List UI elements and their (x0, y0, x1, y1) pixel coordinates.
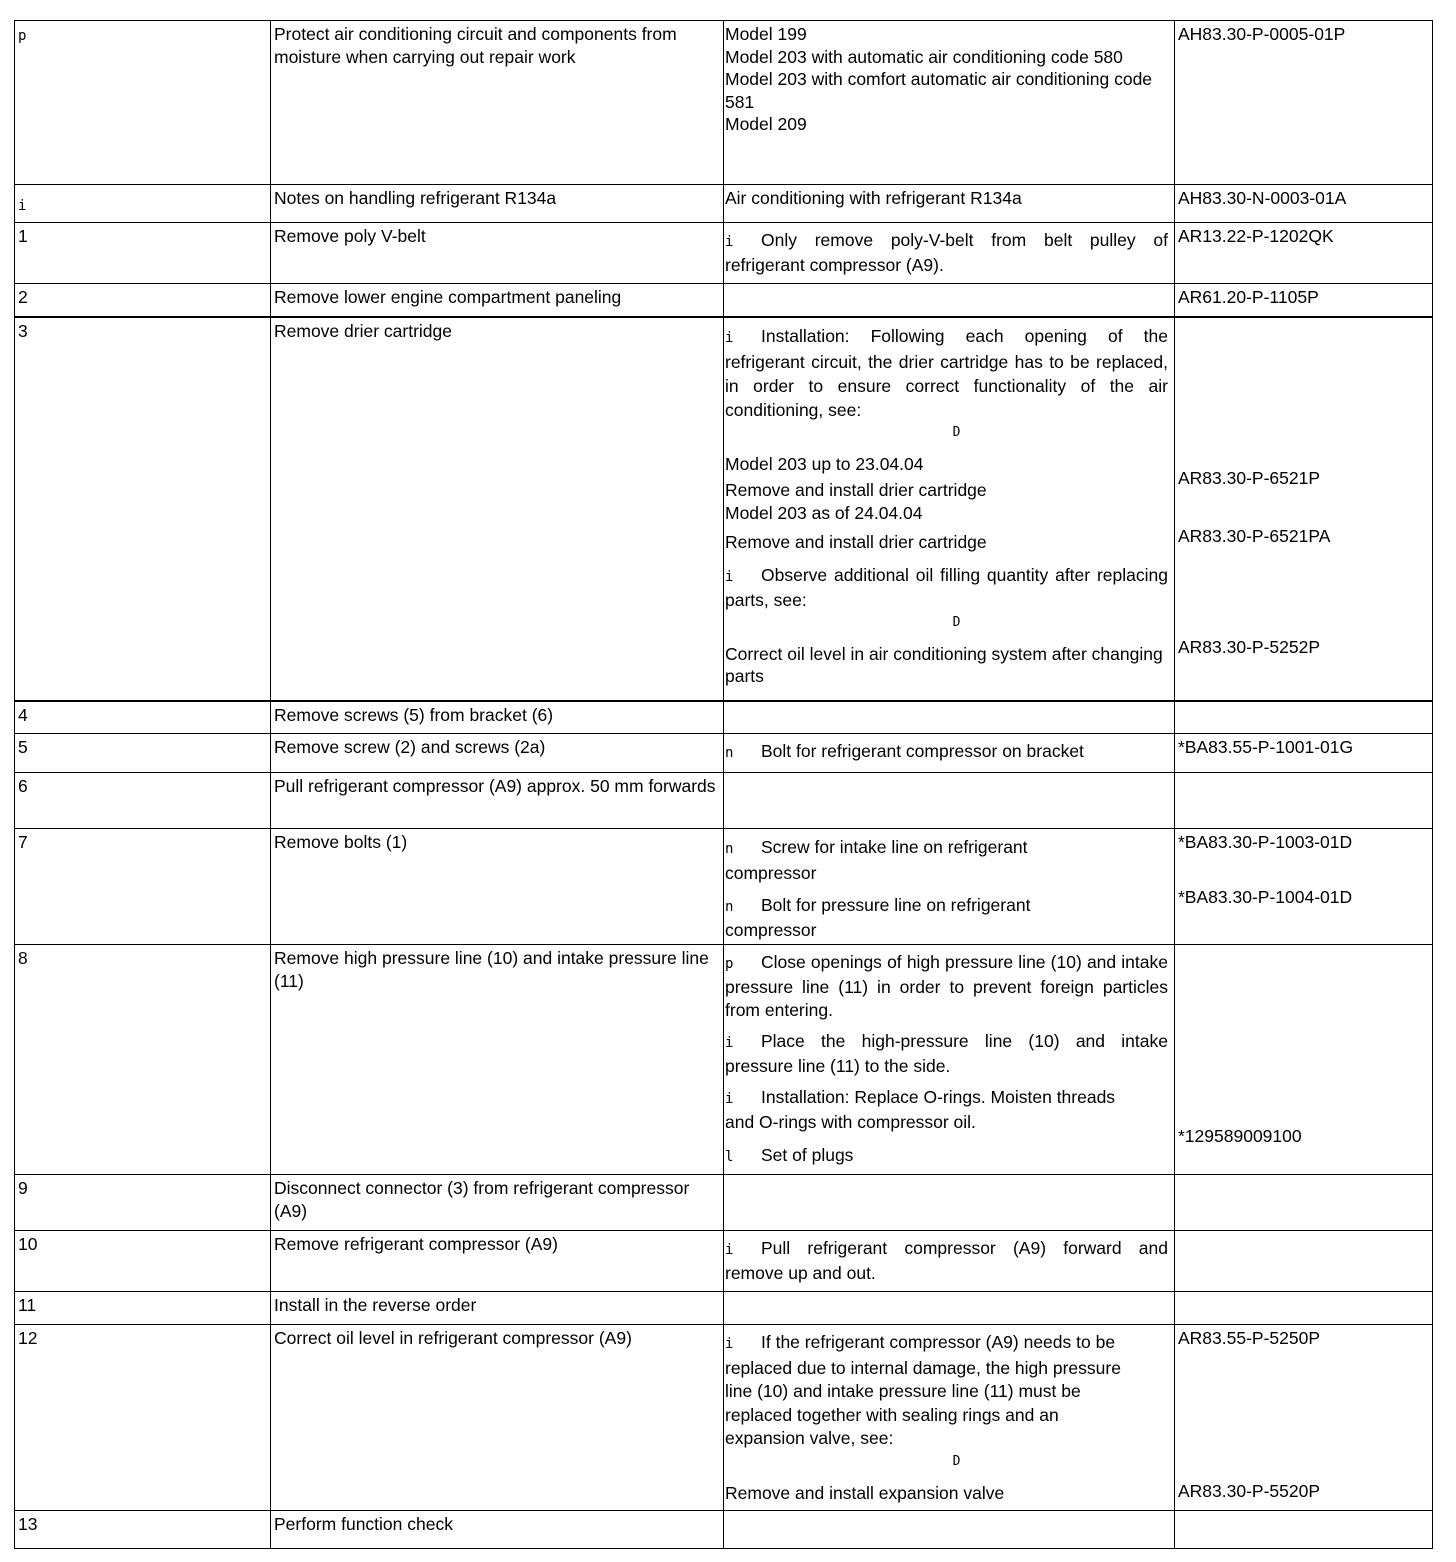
action-cell: Remove bolts (1) (271, 829, 724, 945)
note-text: Only remove poly-V-belt from belt pulley of refrigerant compressor (A9). (725, 230, 1168, 275)
info-symbol: i (18, 198, 27, 214)
reference-link[interactable]: AH83.30-N-0003-01A (1175, 185, 1433, 223)
procedure-steps-table (14, 20, 1433, 1549)
info-cell (724, 945, 1175, 1175)
info-cell (724, 773, 1175, 829)
info-cell: Air conditioning with refrigerant R134a (724, 185, 1175, 223)
table-row (15, 284, 1433, 317)
action-cell: Remove poly V-belt (271, 223, 724, 284)
info-cell (724, 829, 1175, 945)
action-cell: Pull refrigerant compressor (A9) approx. 50 mm forwards (271, 773, 724, 829)
info-cell (724, 21, 1175, 185)
tool-name: Set of plugs (761, 1145, 854, 1165)
note-text: If the refrigerant compressor (A9) needs to be replaced due to internal damage, the high pressure line (10) and intake pressure line (11) must be replaced together with sealing rings and an expansion valve, see: (725, 1332, 1121, 1448)
table-row (15, 701, 1433, 734)
note-text: Close openings of high pressure line (10) and intake pressure line (11) in order to prevent foreign particles from entering. (725, 952, 1168, 1020)
reference-cell (1175, 1231, 1433, 1292)
info-cell (724, 1292, 1175, 1325)
reference-cell (1175, 1511, 1433, 1549)
precaution-symbol: p (18, 28, 27, 44)
info-cell (724, 1325, 1175, 1511)
reference-link[interactable]: AR83.30-P-6521PA (1178, 526, 1331, 546)
reference-cell (1175, 701, 1433, 734)
tightening-torque-symbol: n (725, 899, 734, 915)
note-text: Bolt for pressure line on refrigerant compressor (725, 895, 1031, 940)
info-symbol: i (725, 1242, 734, 1258)
action-cell: Remove drier cartridge (271, 317, 724, 701)
document-link-icon: D (952, 424, 961, 440)
tightening-torque-symbol: n (725, 745, 734, 761)
info-symbol: i (725, 1091, 734, 1107)
reference-link[interactable]: *BA83.30-P-1004-01D (1178, 886, 1353, 907)
action-cell: Perform function check (271, 1511, 724, 1549)
note-text: Installation: Following each opening of the refrigerant circuit, the drier cartridge has to be replaced, in order to ensure correct functionality of the air conditioning, see: (725, 325, 1168, 420)
repair-procedure-document (14, 20, 1433, 1549)
reference-link[interactable]: *BA83.30-P-1003-01D (1178, 832, 1353, 852)
step-number: 12 (15, 1325, 271, 1511)
info-cell (724, 317, 1175, 701)
special-tool-symbol: l (725, 1149, 734, 1165)
reference-link[interactable]: AR83.30-P-5252P (1178, 636, 1321, 657)
info-symbol: i (725, 234, 734, 250)
reference-cell (1175, 773, 1433, 829)
note-text: Bolt for refrigerant compressor on bracket (761, 741, 1084, 761)
procedure-link[interactable]: Remove and install drier cartridge (725, 532, 987, 552)
step-cell (15, 185, 271, 223)
table-row (15, 21, 1433, 185)
action-cell: Remove lower engine compartment paneling (271, 284, 724, 317)
info-cell (724, 1511, 1175, 1549)
step-number: 6 (15, 773, 271, 829)
procedure-link[interactable]: Remove and install drier cartridge (725, 480, 987, 500)
action-cell: Remove screws (5) from bracket (6) (271, 701, 724, 734)
step-number: 7 (15, 829, 271, 945)
note-text: Place the high-pressure line (10) and intake pressure line (11) to the side. (725, 1031, 1168, 1076)
info-symbol: i (725, 568, 734, 585)
reference-link[interactable]: AR61.20-P-1105P (1175, 284, 1433, 317)
reference-link[interactable]: AR83.30-P-5520P (1178, 1480, 1321, 1501)
table-row (15, 317, 1433, 701)
action-cell: Protect air conditioning circuit and components from moisture when carrying out repair work (271, 21, 724, 185)
table-row (15, 1292, 1433, 1325)
reference-link[interactable]: AR83.30-P-6521P (1178, 467, 1321, 488)
action-cell: Remove screw (2) and screws (2a) (271, 734, 724, 773)
step-number: 11 (15, 1292, 271, 1325)
table-row (15, 1511, 1433, 1549)
action-cell: Correct oil level in refrigerant compressor (A9) (271, 1325, 724, 1511)
info-cell (724, 1231, 1175, 1292)
info-cell (724, 1175, 1175, 1231)
model-line: Model 199 (725, 24, 807, 44)
reference-cell (1175, 1292, 1433, 1325)
model-label: Model 203 as of 24.04.04 (725, 502, 923, 523)
step-number: 1 (15, 223, 271, 284)
reference-cell (1175, 829, 1433, 945)
table-row (15, 223, 1433, 284)
reference-link[interactable]: AR83.55-P-5250P (1178, 1328, 1321, 1348)
reference-cell (1175, 1325, 1433, 1511)
action-cell: Remove high pressure line (10) and intake pressure line (11) (271, 945, 724, 1175)
info-cell (724, 701, 1175, 734)
table-row (15, 1231, 1433, 1292)
table-row (15, 829, 1433, 945)
reference-link[interactable]: *BA83.55-P-1001-01G (1175, 734, 1433, 773)
step-number: 13 (15, 1511, 271, 1549)
note-text: Observe additional oil filling quantity after replacing parts, see: (725, 564, 1168, 610)
model-line: Model 203 with comfort automatic air conditioning code 581 (725, 69, 1153, 112)
step-number: 2 (15, 284, 271, 317)
reference-link[interactable]: *129589009100 (1178, 1126, 1302, 1146)
procedure-link[interactable]: Remove and install expansion valve (725, 1482, 1005, 1503)
info-cell (724, 223, 1175, 284)
action-cell: Remove refrigerant compressor (A9) (271, 1231, 724, 1292)
reference-cell (1175, 317, 1433, 701)
procedure-link[interactable]: Correct oil level in air conditioning system after changing parts (725, 643, 1163, 686)
note-text: Screw for intake line on refrigerant compressor (725, 837, 1028, 883)
table-row (15, 1175, 1433, 1231)
model-line: Model 203 with automatic air conditioning code 580 (725, 46, 1123, 67)
action-cell: Notes on handling refrigerant R134a (271, 185, 724, 223)
step-number: 5 (15, 734, 271, 773)
info-symbol: i (725, 329, 734, 346)
tightening-torque-symbol: n (725, 841, 734, 857)
reference-cell (1175, 945, 1433, 1175)
step-cell (15, 21, 271, 185)
step-number: 3 (15, 317, 271, 701)
info-cell (724, 284, 1175, 317)
step-number: 9 (15, 1175, 271, 1231)
step-number: 10 (15, 1231, 271, 1292)
step-number: 4 (15, 701, 271, 734)
action-cell: Disconnect connector (3) from refrigerant compressor (A9) (271, 1175, 724, 1231)
action-cell: Install in the reverse order (271, 1292, 724, 1325)
note-text: Pull refrigerant compressor (A9) forward and remove up and out. (725, 1238, 1168, 1283)
document-link-icon: D (952, 614, 961, 630)
info-symbol: i (725, 1336, 734, 1352)
reference-cell (1175, 1175, 1433, 1231)
table-row (15, 945, 1433, 1175)
table-row (15, 185, 1433, 223)
table-row (15, 734, 1433, 773)
model-line: Model 209 (725, 114, 807, 134)
note-text: Installation: Replace O-rings. Moisten threads and O-rings with compressor oil. (725, 1087, 1116, 1132)
reference-link[interactable]: AR13.22-P-1202QK (1175, 223, 1433, 284)
info-symbol: i (725, 1035, 734, 1051)
table-row (15, 773, 1433, 829)
step-number: 8 (15, 945, 271, 1175)
document-link-icon: D (952, 1453, 961, 1469)
precaution-symbol: p (725, 956, 734, 972)
table-row (15, 1325, 1433, 1511)
info-cell (724, 734, 1175, 773)
reference-link[interactable]: AH83.30-P-0005-01P (1175, 21, 1433, 185)
model-label: Model 203 up to 23.04.04 (725, 453, 924, 474)
